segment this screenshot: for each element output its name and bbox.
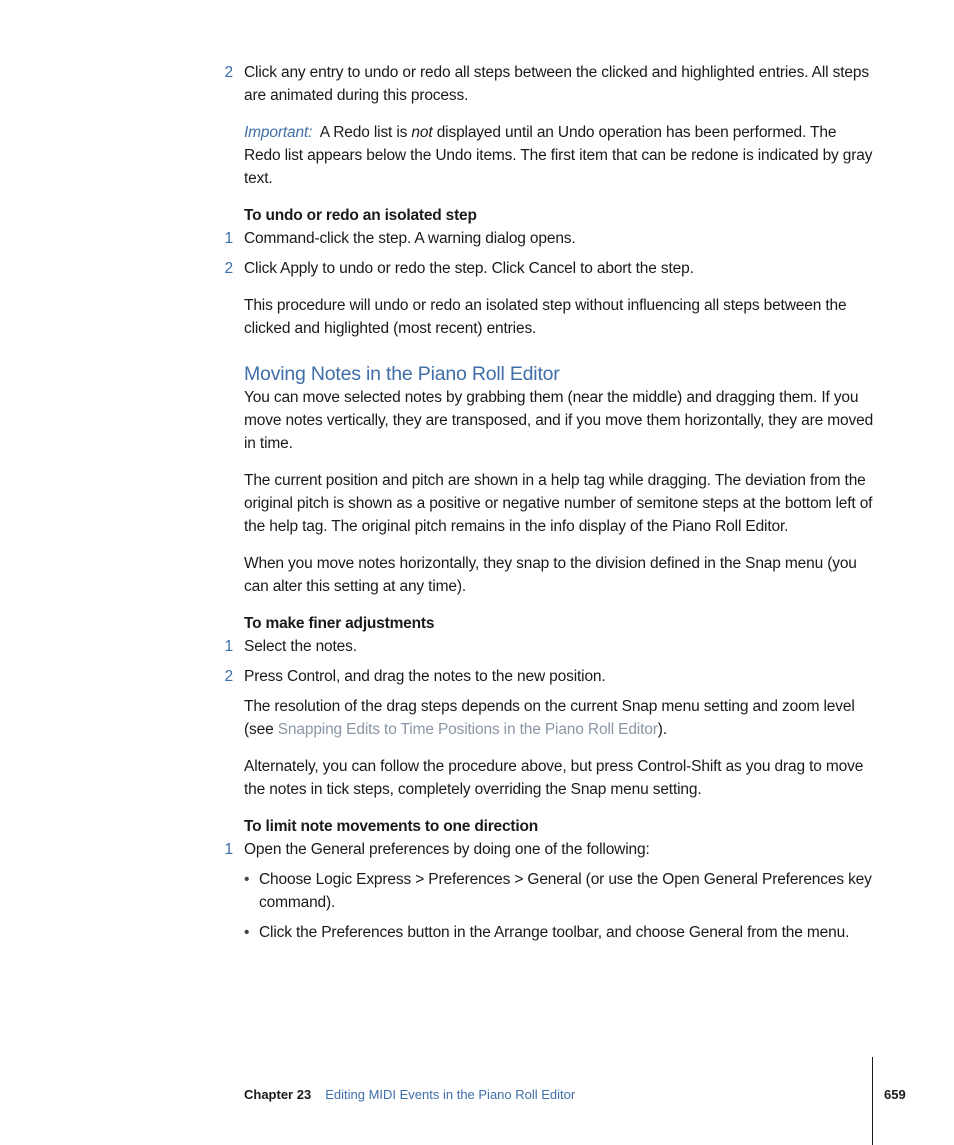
isolated-step-2 (224, 257, 876, 280)
chapter-title: Editing MIDI Events in the Piano Roll Editor (325, 1087, 576, 1102)
bullet-text: Click the Preferences button in the Arrange toolbar, and choose General from the menu. (259, 924, 850, 941)
finer-note-pre: The resolution of the drag steps depends on the current Snap menu setting and zoom level (see (244, 698, 855, 738)
important-emphasis: not (411, 124, 433, 141)
isolated-note: This procedure will undo or redo an isolated step without influencing all steps between the clicked and higlighted (most recent) entries. (244, 297, 847, 337)
page-footer (244, 1086, 575, 1104)
step-text: Click Apply to undo or redo the step. Click Cancel to abort the step. (244, 260, 694, 277)
step-number: 1 (224, 638, 233, 655)
section-title-moving-notes: Moving Notes in the Piano Roll Editor (244, 363, 560, 385)
bullet-glyph: • (244, 871, 250, 888)
moving-paragraph-1: You can move selected notes by grabbing them (near the middle) and dragging them. If you move notes vertically, they are transposed, and if you move them horizontally, they are moved in time. (244, 389, 874, 452)
finer-step-2 (224, 665, 876, 688)
step-number: 1 (224, 841, 233, 858)
finer-note-post: ). (657, 721, 667, 738)
step-2-click-entry (224, 61, 876, 107)
important-label: Important: (244, 124, 313, 141)
step-number: 1 (224, 230, 233, 247)
footer-divider (872, 1057, 873, 1145)
step-text: Open the General preferences by doing one of the following: (244, 841, 650, 858)
bullet-glyph: • (244, 924, 250, 941)
bullet-item (244, 868, 876, 914)
important-text-post: displayed until an Undo operation has been performed. The Redo list appears below the Undo items. The first item that can be redone is indicated by gray text. (244, 124, 873, 187)
finer-step-1 (224, 635, 876, 658)
important-text-pre: A Redo list is (319, 124, 408, 141)
page-number: 659 (884, 1087, 906, 1102)
bullet-item (244, 921, 876, 944)
isolated-step-1 (224, 227, 876, 250)
step-text: Command-click the step. A warning dialog opens. (244, 230, 576, 247)
chapter-label: Chapter 23 (244, 1087, 312, 1102)
moving-paragraph-2: The current position and pitch are shown in a help tag while dragging. The deviation from the original pitch is shown as a positive or negative number of semitone steps at the bottom left of the help tag. The original pitch remains in the info display of the Piano Roll Editor. (244, 472, 873, 535)
step-number: 2 (224, 260, 233, 277)
step-text: Press Control, and drag the notes to the new position. (244, 668, 606, 685)
step-text: Select the notes. (244, 638, 357, 655)
finer-note (244, 695, 876, 741)
finer-alternate: Alternately, you can follow the procedure above, but press Control-Shift as you drag to move the notes in tick steps, completely overriding the Snap menu setting. (244, 758, 864, 798)
step-number: 2 (224, 64, 233, 81)
snapping-edits-link[interactable]: Snapping Edits to Time Positions in the Piano Roll Editor (277, 721, 658, 738)
limit-step-1 (224, 838, 876, 861)
subheading-finer-adjustments: To make finer adjustments (244, 615, 435, 632)
subheading-isolated-step: To undo or redo an isolated step (244, 207, 477, 224)
step-number: 2 (224, 668, 233, 685)
page-content (224, 61, 876, 951)
moving-paragraph-3: When you move notes horizontally, they snap to the division defined in the Snap menu (you can alter this setting at any time). (244, 555, 857, 595)
step-text: Click any entry to undo or redo all steps between the clicked and highlighted entries. All steps are animated during this process. (244, 64, 869, 104)
important-note (244, 121, 876, 190)
subheading-limit-direction: To limit note movements to one direction (244, 818, 538, 835)
bullet-text: Choose Logic Express > Preferences > General (or use the Open General Preferences key command). (259, 871, 872, 911)
